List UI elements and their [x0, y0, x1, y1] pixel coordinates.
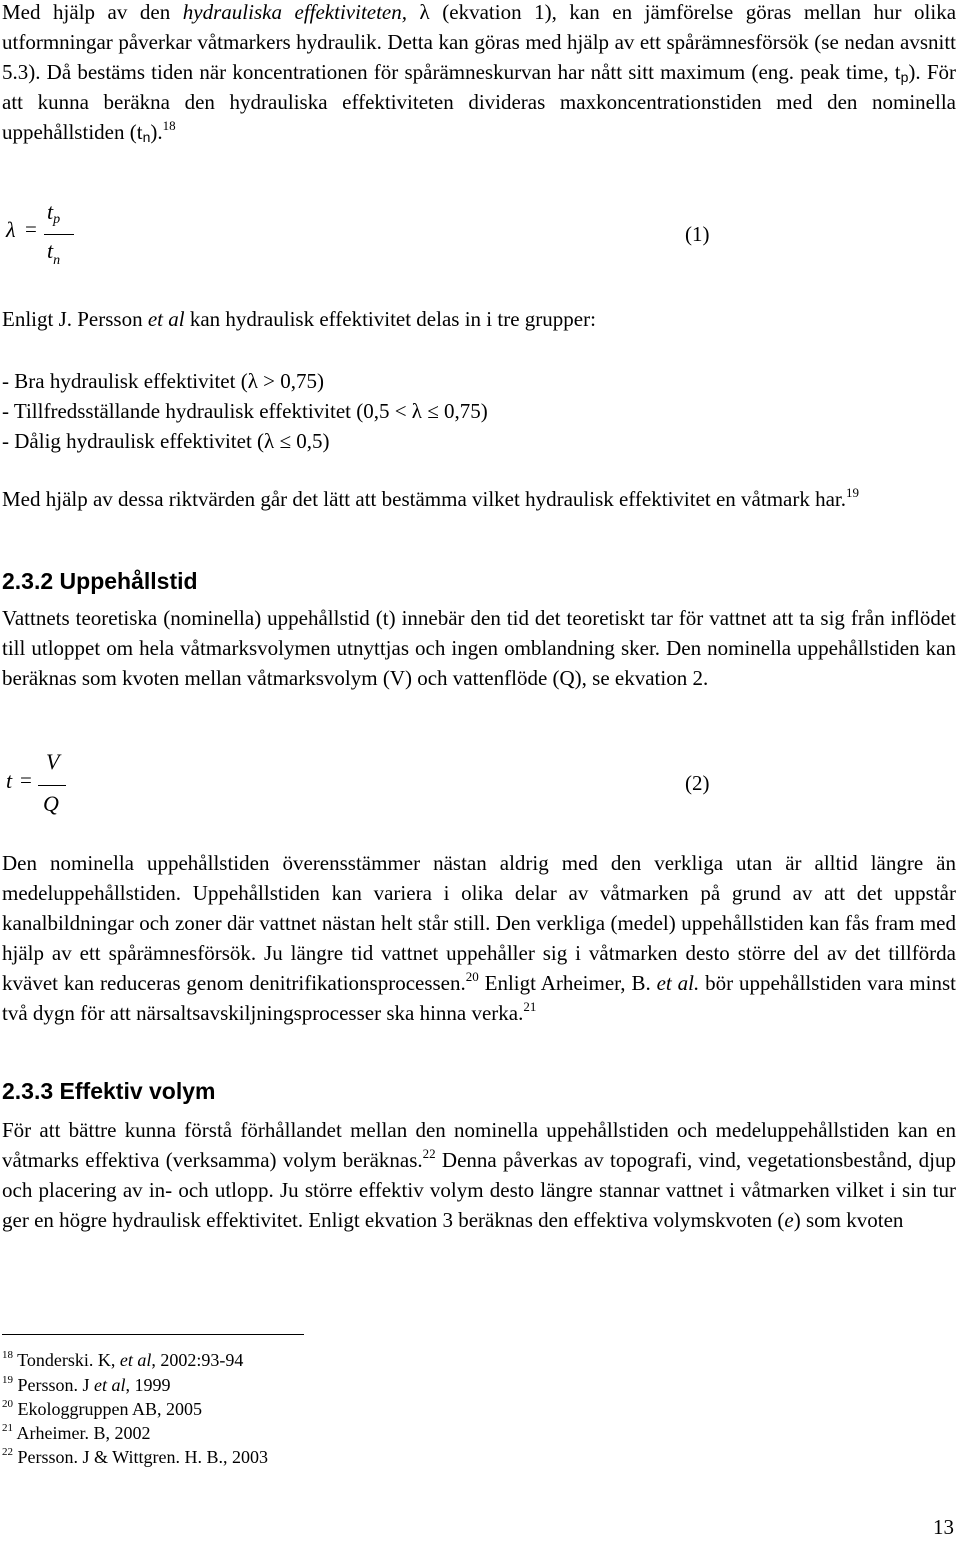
emphasis: hydrauliska effektiviteten, [182, 0, 408, 24]
section-heading: 2.3.2 Uppehållstid [2, 568, 198, 594]
text-run: , 2002:93-94 [151, 1350, 244, 1370]
subscript: n [142, 129, 151, 145]
lambda-symbol: λ [6, 217, 16, 242]
text-run: Persson. J & Wittgren. H. B., 2003 [13, 1447, 268, 1467]
text-run: , 1999 [125, 1375, 171, 1395]
footnote-number: 18 [2, 1349, 13, 1361]
page-number: 13 [933, 1515, 954, 1539]
text-run: bör uppehållstiden vara minst två dygn för att närsaltsavskiljningsprocesser ska hinna verka. [2, 971, 956, 1025]
denominator-var: Q [43, 791, 59, 816]
text-run: Med hjälp av den [2, 0, 183, 24]
denominator [47, 238, 61, 268]
section-heading: 2.3.3 Effektiv volym [2, 1078, 216, 1104]
emphasis: et al [119, 1350, 152, 1370]
footnote-number: 19 [2, 1374, 13, 1386]
list-item: - Dålig hydraulisk effektivitet (λ ≤ 0,5) [2, 429, 330, 453]
numerator-var: t [47, 199, 54, 224]
footnote-ref: 20 [465, 969, 479, 984]
denominator-var: t [47, 238, 54, 263]
text-run: kan hydraulisk effektivitet delas in i tre grupper: [184, 307, 596, 331]
paragraph-actual-retention [2, 848, 956, 1028]
footnote [2, 1373, 171, 1397]
numerator-var: V [46, 749, 60, 774]
text-run: Denna påverkas av topografi, vind, vegetationsbestånd, djup och placering av in- och utlopp. Ju större effektiv volym desto längre stannar vattnet i våtmarken vilket i sin tur ger en högre hydraulisk effektivitet. Enligt ekvation 3 beräknas den effektiva volymskvoten ( [2, 1148, 957, 1232]
paragraph-retention-time: Vattnets teoretiska (nominella) uppehållstid (t) innebär den tid det teoretiskt tar för vattnet att ta sig från inflödet till utloppet om hela våtmarksvolymen utnyttjas och ingen omblandning sker. Den nominella uppehållstiden kan beräknas som kvoten mellan våtmarksvolym (V) och vattenflöde (Q), se ekvation 2. [2, 606, 956, 690]
equals-sign: = [25, 217, 37, 241]
footnote [2, 1397, 202, 1421]
footnote [2, 1421, 151, 1445]
denominator-sub: n [53, 253, 61, 268]
paragraph-guideline [2, 484, 956, 514]
text-run: För att bättre kunna förstå förhållandet mellan den nominella uppehållstiden och medeluppehållstiden kan en våtmarks effektiva (verksamma) volym beräknas. [2, 1118, 956, 1172]
numerator [47, 199, 60, 225]
text-run: Enligt J. Persson [2, 307, 148, 331]
text-run: Ekologgruppen AB, 2005 [13, 1399, 202, 1419]
text-run: Tonderski. K, [13, 1350, 120, 1370]
equation-label: (1) [685, 222, 710, 246]
equation-label: (2) [685, 771, 710, 795]
list-item: - Bra hydraulisk effektivitet (λ > 0,75) [2, 369, 324, 393]
footnote-number: 20 [2, 1398, 13, 1410]
emphasis: et al. [656, 971, 700, 995]
paragraph-groups-intro [2, 304, 956, 334]
text-run: Med hjälp av dessa riktvärden går det lätt att bestämma vilket hydraulisk effektivitet en våtmark har. [2, 487, 847, 511]
t-variable: t [6, 768, 13, 793]
footnote-ref: 18 [162, 118, 176, 133]
equals-sign: = [20, 768, 32, 792]
text-run: Arheimer. B, 2002 [13, 1423, 151, 1443]
text-run: Enligt Arheimer, B. [478, 971, 657, 995]
list-item: - Tillfredsställande hydraulisk effektivitet (0,5 < λ ≤ 0,75) [2, 399, 488, 423]
footnote-number: 22 [2, 1446, 13, 1458]
footnote-ref: 21 [523, 999, 537, 1014]
footnote [2, 1348, 243, 1372]
subscript: p [900, 69, 909, 85]
paragraph-hydraulic-efficiency [2, 0, 956, 147]
emphasis: e [784, 1208, 794, 1232]
footnote-ref: 22 [422, 1146, 436, 1161]
text-run: Persson. J [13, 1375, 95, 1395]
text-run: Den nominella uppehållstiden överensstämmer nästan aldrig med den verkliga utan är alltid längre än medeluppehållstiden. Uppehållstiden kan variera i olika delar av våtmarken på grund av att det uppstår kanalbildningar och zoner där vattnet nästan helt står still. Den verkliga (medel) uppehållstiden kan fås fram med hjälp av ett spårämnesförsök. Ju längre tid vattnet uppehåller sig i våtmarken desto större del av det tillförda kvävet kan reduceras genom denitrifikationsprocessen. [2, 851, 956, 995]
footnote-number: 21 [2, 1422, 13, 1434]
numerator-sub: p [53, 212, 61, 227]
text-run: ) som kvoten [793, 1208, 904, 1232]
text-run: ). [150, 120, 163, 144]
emphasis: et al [147, 307, 185, 331]
text-run: λ (ekvation 1), kan en jämförelse göras mellan hur olika utformningar påverkar våtmarkers hydraulik. Detta kan göras med hjälp av ett spårämnesförsök (se nedan avsnitt 5.3). Då bestäms tiden när koncentrationen för spårämneskurvan har nått sitt maximum (eng. peak time, t [2, 0, 957, 84]
text-run: ). För att kunna beräkna den hydrauliska effektiviteten divideras maxkoncentrationstiden med den nominella uppehållstiden (t [2, 60, 957, 144]
fraction-bar [44, 234, 74, 235]
emphasis: et al [94, 1375, 126, 1395]
paragraph-effective-volume [2, 1115, 956, 1235]
footnote-ref: 19 [846, 485, 860, 500]
fraction-bar [38, 785, 66, 786]
footnote [2, 1445, 268, 1469]
footnote-separator [2, 1334, 304, 1335]
